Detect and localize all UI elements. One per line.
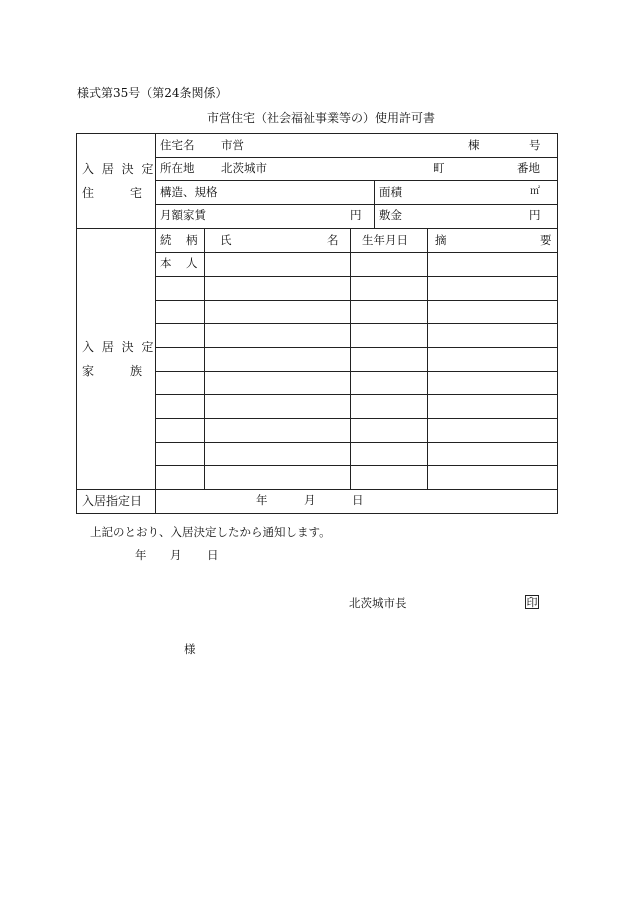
family-row-divider [155,300,558,301]
column-note-label: 要 [540,233,552,247]
section-divider-family-movein [76,489,558,490]
issuer-name: 北茨城市長 [349,596,407,610]
housing-section-label: 住 宅 [82,186,143,200]
move-in-day-label: 日 [352,493,364,507]
family-row-divider [155,418,558,419]
family-row-divider [155,323,558,324]
addressee-suffix: 様 [184,642,196,656]
notice-text: 上記のとおり、入居決定したから通知します。 [90,525,331,539]
family-row-divider [155,347,558,348]
move-in-date-label: 入居指定日 [82,494,143,508]
lot-label: 番地 [517,161,540,175]
family-row-divider [155,371,558,372]
building-label: 棟 [468,138,480,152]
rent-unit: 円 [350,208,362,222]
section-divider-housing-family [76,228,558,229]
rent-label: 月額家賃 [160,208,206,222]
seal-mark: 印 [526,595,538,609]
family-row-divider [155,276,558,277]
form-number: 様式第35号（第24条関係） [77,86,228,100]
family-section-label: 入 居 決 定 [82,340,156,354]
self-row-label: 人 [186,256,198,270]
location-value: 北茨城市 [221,161,267,175]
date-day-label: 日 [207,548,219,562]
move-in-month-label: 月 [304,493,316,507]
family-row-divider [155,394,558,395]
column-name-label: 名 [327,233,339,247]
column-relation-label: 続 [160,233,172,247]
column-birthdate-label: 生年月日 [362,233,408,247]
family-column-divider [204,228,205,489]
move-in-year-label: 年 [256,493,268,507]
housing-row-divider [155,204,558,205]
housing-name-value: 市営 [221,138,244,152]
housing-column-divider [374,180,375,228]
housing-name-label: 住宅名 [160,138,195,152]
document-title: 市営住宅（社会福祉事業等の）使用許可書 [207,111,436,125]
date-month-label: 月 [170,548,182,562]
column-note-label: 摘 [435,233,447,247]
area-label: 面積 [379,185,402,199]
housing-section-label: 入 居 決 定 [82,162,156,176]
area-unit: ㎡ [530,186,540,197]
column-name-label: 氏 [220,233,232,247]
family-row-divider [155,442,558,443]
family-row-divider [155,465,558,466]
location-label: 所在地 [160,161,195,175]
self-row-label: 本 [160,256,172,270]
date-year-label: 年 [135,548,147,562]
family-section-label: 家 族 [82,364,143,378]
town-label: 町 [433,161,445,175]
structure-label: 構造、規格 [160,185,218,199]
column-relation-label: 柄 [186,233,198,247]
family-column-divider [350,228,351,489]
family-header-divider [155,252,558,253]
housing-row-divider [155,180,558,181]
family-column-divider [427,228,428,489]
deposit-unit: 円 [529,208,541,222]
deposit-label: 敷金 [379,208,402,222]
number-label: 号 [529,138,541,152]
housing-row-divider [155,157,558,158]
